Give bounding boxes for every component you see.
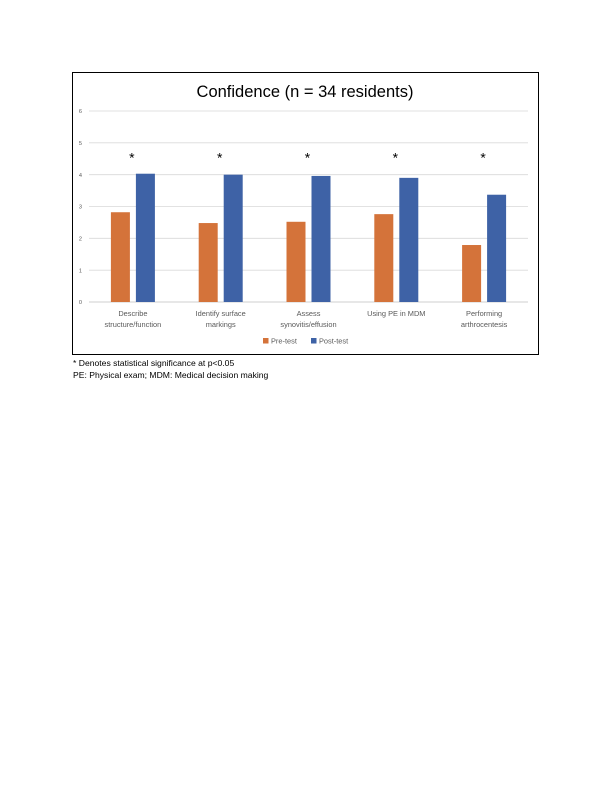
- y-tick-label-4: 4: [78, 172, 82, 179]
- chart-frame: [72, 72, 539, 355]
- y-tick-label-6: 6: [78, 109, 82, 116]
- x-tick-label-3-2: synovitis/effusion: [280, 320, 337, 329]
- abbreviation-footnote: PE: Physical exam; MDM: Medical decision making: [73, 370, 269, 380]
- bar-post-test-5: [487, 195, 506, 302]
- significance-marker-1: *: [129, 149, 135, 166]
- bar-pre-test-1: [111, 212, 130, 302]
- y-tick-label-5: 5: [78, 141, 82, 148]
- bar-post-test-1: [136, 174, 155, 302]
- x-tick-label-5-1: Performing: [466, 309, 503, 318]
- y-tick-label-3: 3: [78, 204, 82, 211]
- bar-post-test-2: [224, 175, 243, 302]
- y-tick-label-0: 0: [78, 300, 82, 307]
- y-tick-label-1: 1: [78, 268, 82, 275]
- legend-label-post-test: Post-test: [319, 336, 349, 346]
- legend-swatch-post-test: [311, 338, 317, 344]
- legend-swatch-pre-test: [263, 338, 269, 344]
- significance-marker-2: *: [216, 149, 223, 166]
- significance-marker-3: *: [304, 149, 311, 166]
- significance-footnote: * Denotes statistical significance at p<0.05: [73, 358, 235, 368]
- x-tick-label-1-2: structure/function: [104, 320, 162, 329]
- x-tick-label-2-1: Identify surface: [195, 309, 246, 318]
- x-tick-label-3-1: Assess: [296, 309, 321, 318]
- bar-chart: [73, 73, 538, 354]
- y-tick-label-2: 2: [78, 236, 82, 243]
- bar-pre-test-4: [374, 214, 393, 302]
- significance-marker-5: *: [480, 149, 486, 166]
- bar-pre-test-3: [287, 222, 306, 302]
- bar-post-test-3: [312, 176, 331, 302]
- bar-post-test-4: [399, 178, 418, 302]
- chart-title: Confidence (n = 34 residents): [196, 83, 414, 101]
- bar-pre-test-5: [462, 245, 481, 302]
- significance-marker-4: *: [392, 149, 399, 166]
- x-tick-label-2-2: markings: [205, 320, 236, 329]
- x-tick-label-4-1: Using PE in MDM: [367, 309, 426, 318]
- x-tick-label-1-1: Describe: [118, 309, 148, 318]
- legend-label-pre-test: Pre-test: [271, 336, 297, 346]
- bar-pre-test-2: [199, 223, 218, 302]
- x-tick-label-5-2: arthrocentesis: [460, 320, 508, 329]
